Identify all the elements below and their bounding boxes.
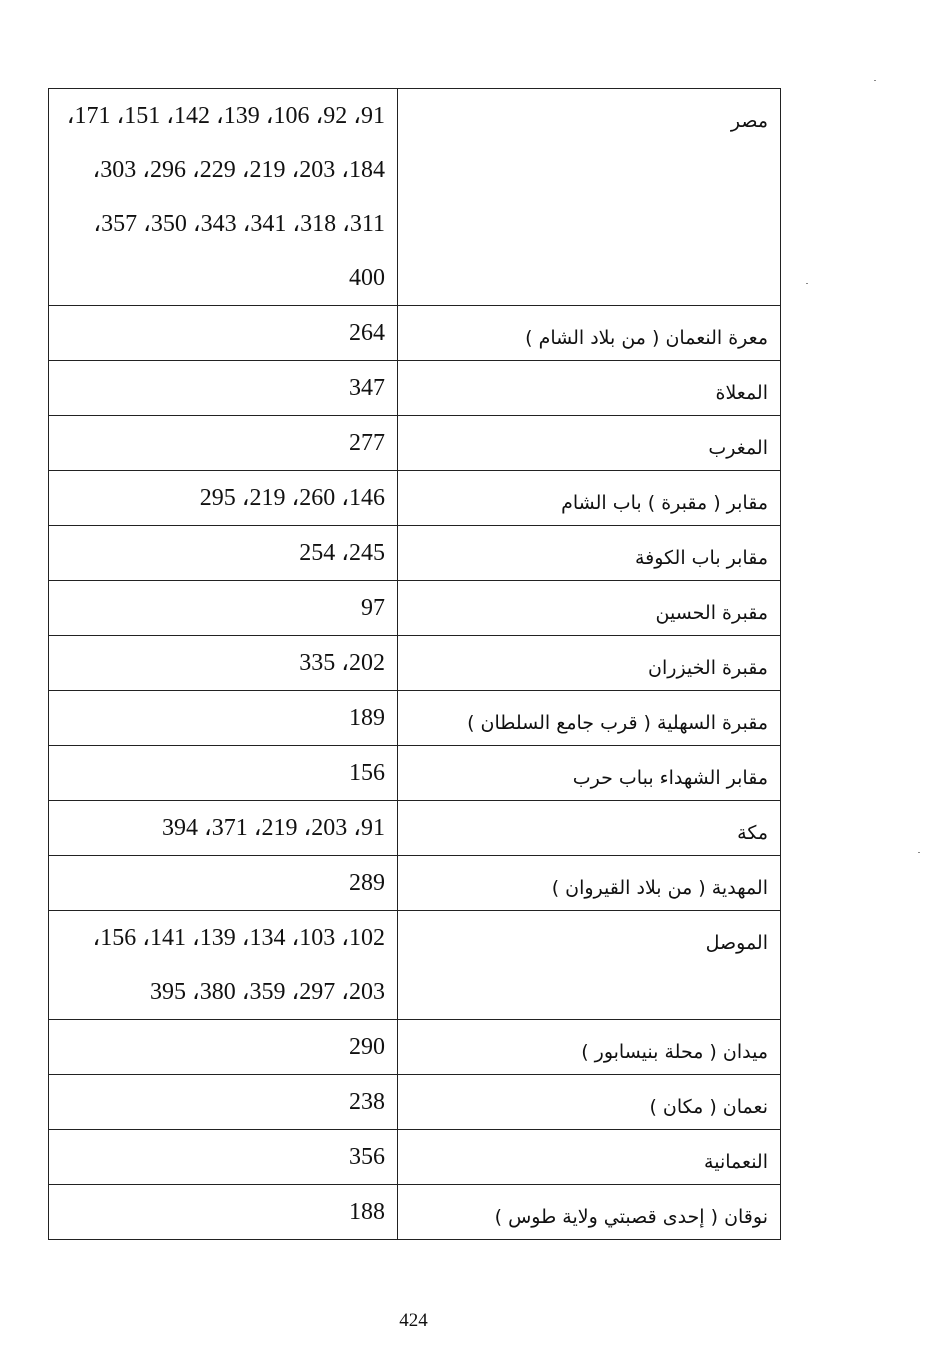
index-row [49, 1185, 781, 1240]
page-references-cell [49, 89, 398, 306]
page-references-cell [49, 526, 398, 581]
index-row [49, 471, 781, 526]
index-row [49, 801, 781, 856]
page-references-line: 189 [349, 705, 385, 731]
place-name-cell [398, 1075, 781, 1130]
page-references-line: 156 [349, 760, 385, 786]
place-name-cell [398, 1130, 781, 1185]
page-references-line: 184، 203، 219، 229، 296، 303، [92, 157, 385, 183]
place-name-cell [398, 416, 781, 471]
place-index-table [48, 88, 781, 1240]
page-references-cell [49, 636, 398, 691]
page-references-cell [49, 1020, 398, 1075]
page-references-cell [49, 911, 398, 1020]
page-references-line: 290 [349, 1034, 385, 1060]
index-row [49, 361, 781, 416]
place-name-cell [398, 471, 781, 526]
page-references-line: 277 [349, 430, 385, 456]
place-name: مقابر باب الكوفة [634, 547, 768, 569]
place-name: النعمانية [704, 1151, 768, 1173]
page-references-line: 91، 203، 219، 371، 394 [162, 815, 385, 841]
place-name: مكة [737, 822, 768, 844]
index-row [49, 911, 781, 1020]
place-name-cell [398, 911, 781, 1020]
page-references-line: 264 [349, 320, 385, 346]
page-references-cell [49, 581, 398, 636]
place-name: ميدان ( محلة بنيسابور ) [581, 1041, 768, 1063]
place-name: نوقان ( إحدى قصبتي ولاية طوس ) [494, 1206, 768, 1228]
page-references-line: 356 [349, 1144, 385, 1170]
place-name-cell [398, 801, 781, 856]
index-row [49, 1075, 781, 1130]
place-name: المهدية ( من بلاد القيروان ) [551, 877, 768, 899]
page-references-cell [49, 856, 398, 911]
place-name: معرة النعمان ( من بلاد الشام ) [525, 327, 768, 349]
place-name-cell [398, 361, 781, 416]
scan-speck [806, 283, 808, 284]
page-references-line: 188 [349, 1199, 385, 1225]
page-references-line: 289 [349, 870, 385, 896]
index-table-body [49, 89, 781, 1240]
page-number: 424 [399, 1310, 428, 1331]
place-name: مقابر ( مقبرة ) باب الشام [561, 492, 768, 514]
index-row [49, 636, 781, 691]
page-references-cell [49, 361, 398, 416]
page-references-cell [49, 416, 398, 471]
place-name-cell [398, 1185, 781, 1240]
page-references-line: 203، 297، 359، 380، 395 [150, 979, 385, 1005]
place-name-cell [398, 581, 781, 636]
page-references-line: 202، 335 [299, 650, 385, 676]
page-references-line: 400 [349, 265, 385, 291]
index-row [49, 1020, 781, 1075]
index-row [49, 1130, 781, 1185]
page-references-cell [49, 746, 398, 801]
place-name: المعلاة [715, 382, 768, 404]
page-references-line: 102، 103، 134، 139، 141، 156، [92, 925, 385, 951]
place-name-cell [398, 1020, 781, 1075]
page-references-cell [49, 471, 398, 526]
page-references-line: 91، 92، 106، 139، 142، 151، 171، [66, 103, 385, 129]
index-row [49, 306, 781, 361]
page-references-line: 97 [361, 595, 385, 621]
page-references-cell [49, 1130, 398, 1185]
index-row [49, 691, 781, 746]
page-references-cell [49, 1075, 398, 1130]
place-name-cell [398, 89, 781, 306]
index-row [49, 581, 781, 636]
page-references-line: 238 [349, 1089, 385, 1115]
scan-speck [918, 852, 920, 853]
place-name-cell [398, 636, 781, 691]
page-references-line: 245، 254 [299, 540, 385, 566]
page-references-cell [49, 801, 398, 856]
index-row [49, 416, 781, 471]
place-name-cell [398, 691, 781, 746]
place-name-cell [398, 856, 781, 911]
scan-speck [874, 80, 876, 81]
index-row [49, 89, 781, 306]
index-row [49, 526, 781, 581]
page-references-cell [49, 1185, 398, 1240]
page-references-line: 311، 318، 341، 343، 350، 357، [93, 211, 385, 237]
place-name: مقبرة السهلية ( قرب جامع السلطان ) [467, 712, 768, 734]
place-name-cell [398, 526, 781, 581]
place-name: مقابر الشهداء بباب حرب [572, 767, 768, 789]
page-references-cell [49, 306, 398, 361]
place-name: نعمان ( مكان ) [649, 1096, 768, 1118]
page-references-cell [49, 691, 398, 746]
place-name-cell [398, 306, 781, 361]
page-references-line: 146، 260، 219، 295 [199, 485, 385, 511]
index-row [49, 856, 781, 911]
place-name: مقبرة الخيزران [648, 657, 768, 679]
page-references-line: 347 [349, 375, 385, 401]
place-name: المغرب [708, 437, 768, 459]
place-name-cell [398, 746, 781, 801]
place-name: مصر [730, 110, 768, 132]
index-row [49, 746, 781, 801]
place-name: مقبرة الحسين [655, 602, 768, 624]
place-name: الموصل [705, 932, 768, 954]
